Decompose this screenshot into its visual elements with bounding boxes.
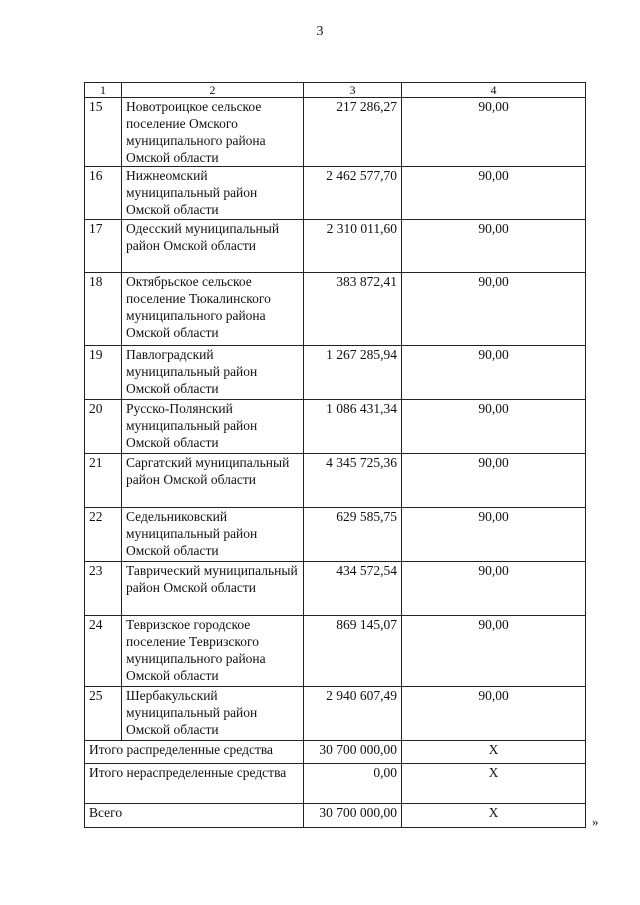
total-label: Итого нераспределенные средства xyxy=(85,764,304,804)
amount: 4 345 725,36 xyxy=(304,454,402,508)
amount: 1 086 431,34 xyxy=(304,400,402,454)
percent: 90,00 xyxy=(402,562,586,616)
total-mark: X xyxy=(402,764,586,804)
row-number: 25 xyxy=(85,687,122,741)
row-number: 23 xyxy=(85,562,122,616)
amount: 383 872,41 xyxy=(304,273,402,346)
total-mark: X xyxy=(402,804,586,828)
total-label: Итого распределенные средства xyxy=(85,741,304,764)
municipality-name: Одесский муниципальный район Омской области xyxy=(122,220,304,273)
percent: 90,00 xyxy=(402,220,586,273)
municipality-name: Новотроицкое сельское поселение Омского муниципального района Омской области xyxy=(122,98,304,167)
table-row xyxy=(85,562,586,616)
percent: 90,00 xyxy=(402,508,586,562)
table-row xyxy=(85,400,586,454)
percent: 90,00 xyxy=(402,346,586,400)
amount: 869 145,07 xyxy=(304,616,402,687)
table-row xyxy=(85,687,586,741)
row-number: 21 xyxy=(85,454,122,508)
total-row xyxy=(85,804,586,828)
municipality-name: Русско-Полянский муниципальный район Омской области xyxy=(122,400,304,454)
page-number: 3 xyxy=(316,24,324,39)
row-number: 15 xyxy=(85,98,122,167)
table-row xyxy=(85,98,586,167)
row-number: 18 xyxy=(85,273,122,346)
total-amount: 30 700 000,00 xyxy=(304,804,402,828)
total-row xyxy=(85,741,586,764)
row-number: 17 xyxy=(85,220,122,273)
amount: 2 310 011,60 xyxy=(304,220,402,273)
header-col-1: 1 xyxy=(85,83,122,98)
amount: 2 940 607,49 xyxy=(304,687,402,741)
table-row xyxy=(85,167,586,220)
row-number: 16 xyxy=(85,167,122,220)
amount: 2 462 577,70 xyxy=(304,167,402,220)
municipality-name: Павлоградский муниципальный район Омской области xyxy=(122,346,304,400)
total-label: Всего xyxy=(85,804,304,828)
total-amount: 0,00 xyxy=(304,764,402,804)
percent: 90,00 xyxy=(402,273,586,346)
table-row xyxy=(85,273,586,346)
percent: 90,00 xyxy=(402,687,586,741)
municipality-name: Седельниковский муниципальный район Омской области xyxy=(122,508,304,562)
percent: 90,00 xyxy=(402,98,586,167)
header-col-4: 4 xyxy=(402,83,586,98)
distribution-table xyxy=(84,82,586,828)
table-row xyxy=(85,220,586,273)
municipality-name: Октябрьское сельское поселение Тюкалинского муниципального района Омской области xyxy=(122,273,304,346)
row-number: 24 xyxy=(85,616,122,687)
amount: 629 585,75 xyxy=(304,508,402,562)
header-col-3: 3 xyxy=(304,83,402,98)
amount: 217 286,27 xyxy=(304,98,402,167)
percent: 90,00 xyxy=(402,400,586,454)
municipality-name: Таврический муниципальный район Омской области xyxy=(122,562,304,616)
percent: 90,00 xyxy=(402,616,586,687)
table-row xyxy=(85,616,586,687)
closing-quote-mark: » xyxy=(592,814,599,829)
percent: 90,00 xyxy=(402,454,586,508)
municipality-name: Тевризское городское поселение Тевризского муниципального района Омской области xyxy=(122,616,304,687)
row-number: 22 xyxy=(85,508,122,562)
total-mark: X xyxy=(402,741,586,764)
total-row xyxy=(85,764,586,804)
table-header-row xyxy=(85,83,586,98)
amount: 1 267 285,94 xyxy=(304,346,402,400)
table-row xyxy=(85,454,586,508)
table-row xyxy=(85,346,586,400)
row-number: 20 xyxy=(85,400,122,454)
table-row xyxy=(85,508,586,562)
municipality-name: Нижнеомский муниципальный район Омской области xyxy=(122,167,304,220)
row-number: 19 xyxy=(85,346,122,400)
municipality-name: Саргатский муниципальный район Омской области xyxy=(122,454,304,508)
header-col-2: 2 xyxy=(122,83,304,98)
municipality-name: Шербакульский муниципальный район Омской области xyxy=(122,687,304,741)
amount: 434 572,54 xyxy=(304,562,402,616)
percent: 90,00 xyxy=(402,167,586,220)
total-amount: 30 700 000,00 xyxy=(304,741,402,764)
